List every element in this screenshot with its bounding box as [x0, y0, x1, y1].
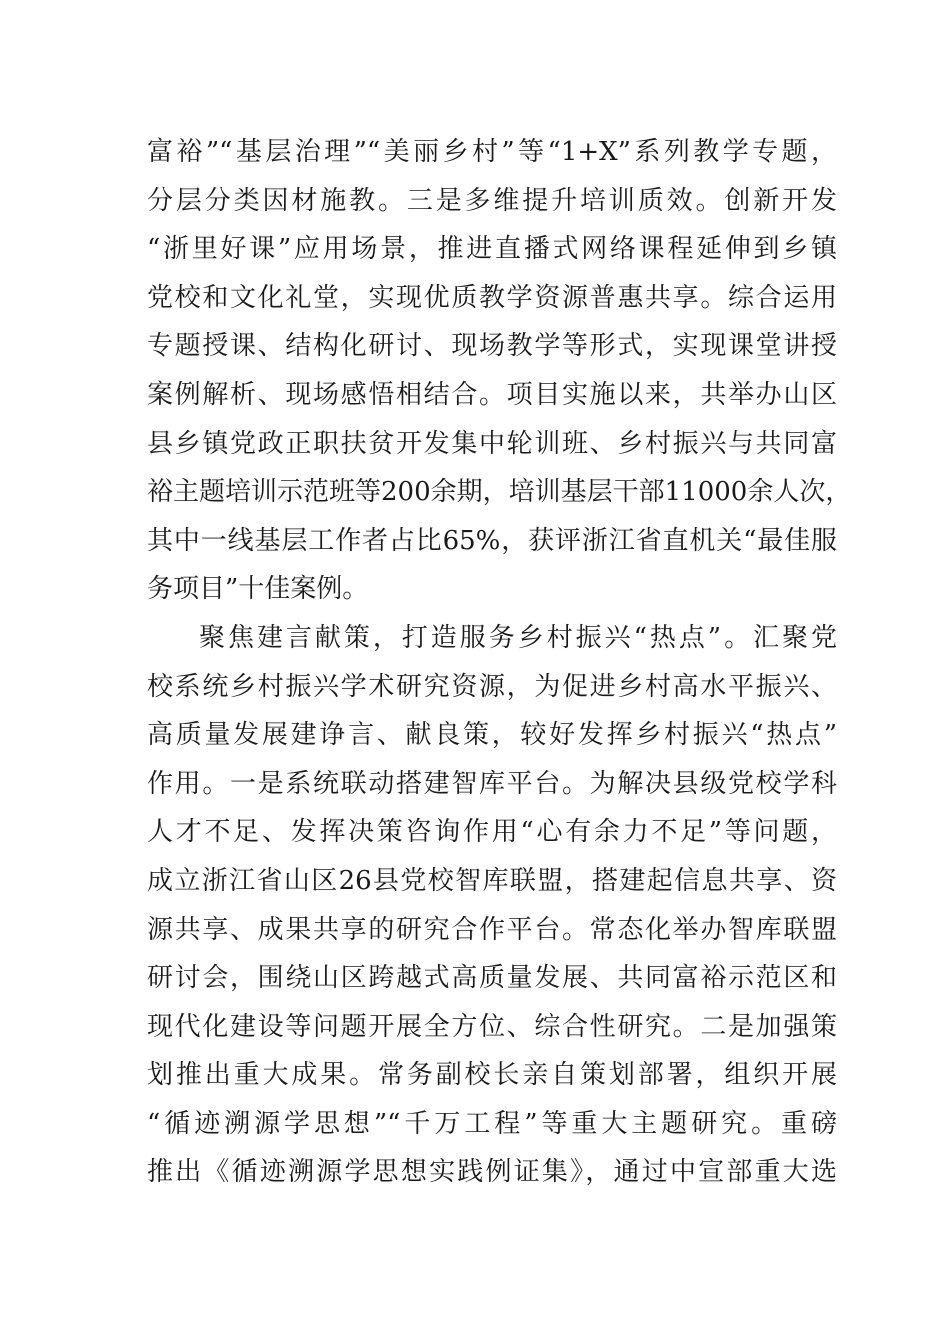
text-line: 现代化建设等问题开展全方位、综合性研究。二是加强策: [147, 1011, 837, 1042]
text-line: 富裕”“基层治理”“美丽乡村”等“1+X”系列教学专题，: [147, 137, 837, 167]
text-line: 划推出重大成果。常务副校长亲自策划部署，组织开展: [147, 1060, 837, 1091]
text-line: 党校和文化礼堂，实现优质教学资源普惠共享。综合运用: [147, 282, 837, 313]
paragraph-start-line: 聚焦建言献策，打造服务乡村振兴“热点”。汇聚党: [199, 622, 837, 653]
text-line: 人才不足、发挥决策咨询作用“心有余力不足”等问题，: [147, 817, 837, 848]
text-line: 研讨会，围绕山区跨越式高质量发展、共同富裕示范区和: [147, 963, 837, 994]
text-line: 专题授课、结构化研讨、现场教学等形式，实现课堂讲授: [147, 331, 837, 362]
text-line: 作用。一是系统联动搭建智库平台。为解决县级党校学科: [147, 768, 837, 799]
text-line: “循迹溯源学思想”“千万工程”等重大主题研究。重磅: [147, 1108, 837, 1139]
text-line: 其中一线基层工作者占比65%，获评浙江省直机关“最佳服: [147, 525, 837, 556]
text-line: 裕主题培训示范班等200余期，培训基层干部11000余人次，: [147, 477, 852, 508]
text-line: 案例解析、现场感悟相结合。项目实施以来，共举办山区: [147, 379, 837, 410]
text-line: 高质量发展建诤言、献良策，较好发挥乡村振兴“热点”: [147, 720, 837, 751]
text-line: 推出《循迹溯源学思想实践例证集》，通过中宣部重大选: [147, 1157, 837, 1188]
text-line: 分层分类因材施教。三是多维提升培训质效。创新开发: [147, 185, 837, 216]
text-line: 校系统乡村振兴学术研究资源，为促进乡村高水平振兴、: [147, 671, 837, 702]
body-text: [147, 128, 852, 1197]
text-line: 源共享、成果共享的研究合作平台。常态化举办智库联盟: [147, 914, 837, 945]
paragraph-end-line: 务项目”十佳案例。: [147, 574, 369, 605]
text-line: 县乡镇党政正职扶贫开发集中轮训班、乡村振兴与共同富: [147, 428, 837, 459]
text-line: “浙里好课”应用场景，推进直播式网络课程延伸到乡镇: [147, 234, 837, 265]
text-line: 成立浙江省山区26县党校智库联盟，搭建起信息共享、资: [147, 865, 837, 896]
